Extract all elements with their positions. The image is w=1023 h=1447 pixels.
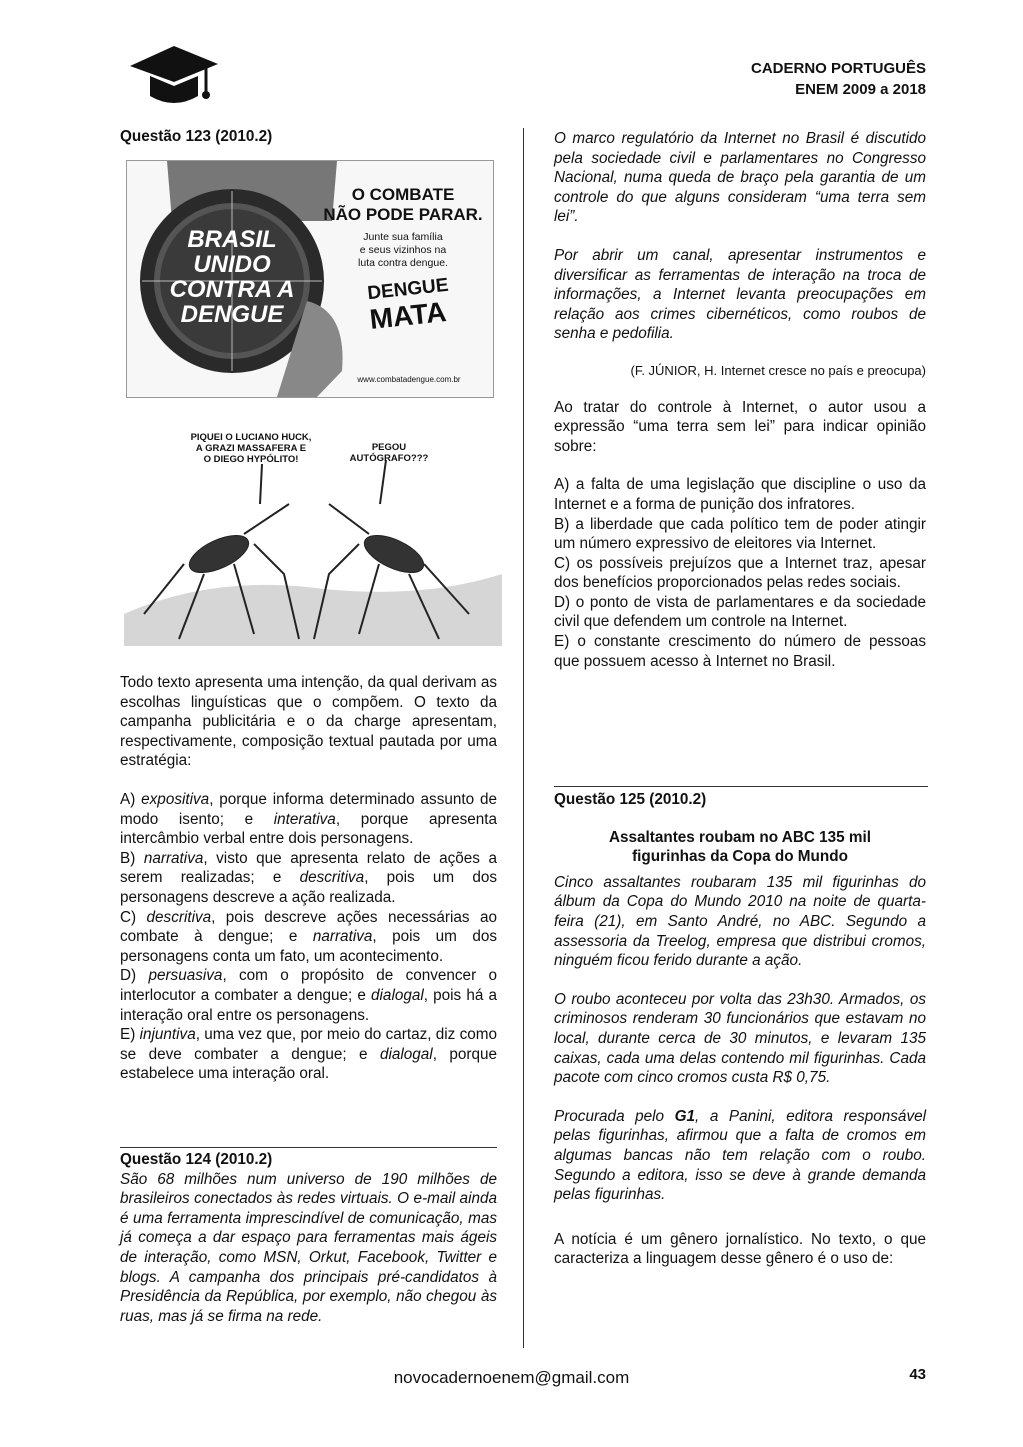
- cartoon-speech-line: O DIEGO HYPÓLITO!: [203, 454, 299, 465]
- poster-subtext: e seus vizinhos na: [359, 244, 447, 256]
- citation: (F. JÚNIOR, H. Internet cresce no país e preocupa): [630, 362, 926, 378]
- poster-headline: NÃO PODE PARAR.: [323, 205, 483, 224]
- poster-subtext: Junte sua família: [363, 231, 443, 243]
- question-124-statement: Ao tratar do controle à Internet, o autor usou a expressão “uma terra sem lei” para indicar opinião sobre:: [554, 398, 926, 455]
- news-headline: Assaltantes roubam no ABC 135 mil figurinhas da Copa do Mundo: [608, 828, 872, 866]
- page-number: 43: [909, 1366, 926, 1383]
- graduation-cap-icon: [128, 40, 220, 108]
- option-c: C) descritiva, pois descreve ações necessárias ao combate à dengue; e narrativa, pois um dos personagens conta um fato, um acontecimento.: [120, 908, 497, 965]
- cartoon-speech-line: PEGOU: [371, 442, 407, 453]
- cartoon-speech-line: AUTÓGRAFO???: [349, 453, 429, 464]
- option-a: A) expositiva, porque informa determinado assunto de modo isento; e interativa, porque apresenta intercâmbio verbal entre dois personagens.: [120, 790, 498, 848]
- question-125-title: Questão 125 (2010.2): [554, 791, 707, 808]
- footer-email: novocadernoenem@gmail.com: [393, 1368, 630, 1387]
- mosquito-cartoon: [124, 424, 502, 646]
- option-e: E) o constante crescimento do número de pessoas que possuem acesso à Internet no Brasil.: [554, 633, 926, 670]
- question-124-text: O marco regulatório da Internet no Brasil é discutido pela sociedade civil e parlamentares no Congresso Nacional, numa queda de braço pela garantia de um controle do que alguns consideram “uma terra sem lei”.: [554, 130, 926, 226]
- question-125-statement: A notícia é um gênero jornalístico. No texto, o que caracteriza a linguagem desse gênero é o uso de:: [554, 1230, 926, 1268]
- news-paragraph: O roubo aconteceu por volta das 23h30. Armados, os criminosos renderam 30 funcionários que estavam no local, durante cerca de 30 minutos, e levaram 135 caixas, cada uma delas contendo mil figurinhas. Cada pacote com cinco cromos custa R$ 0,75.: [554, 990, 926, 1087]
- news-paragraph: Procurada pelo G1, a Panini, editora responsável pelas figurinhas, afirmou que a falta de cromos em algumas bancas não tem relação com o roubo. Segundo a editora, isso se deve à grande demanda pelas figurinhas.: [554, 1107, 926, 1204]
- question-124-text: Por abrir um canal, apresentar instrumentos e diversificar as ferramentas de interação na troca de informações, a Internet levanta preocupações em relação aos crimes cibernéticos, como roubos de senha e pedofilia.: [554, 246, 926, 343]
- poster-headline: O COMBATE: [351, 185, 455, 204]
- poster-stamp-dengue: DENGUE: [366, 274, 450, 305]
- poster-subtext: luta contra dengue.: [358, 257, 448, 269]
- question-124-title: Questão 124 (2010.2): [120, 1151, 273, 1168]
- section-divider: [120, 1147, 497, 1148]
- option-b: B) narrativa, visto que apresenta relato de ações a serem realizadas; e descritiva, pois um dos personagens descreve a ação realizada.: [120, 849, 498, 906]
- header-subtitle: ENEM 2009 a 2018: [795, 81, 926, 98]
- column-divider: [523, 128, 524, 1348]
- cartoon-speech-line: PIQUEI O LUCIANO HUCK,: [190, 432, 312, 443]
- poster-badge-line: DENGUE: [180, 301, 284, 328]
- section-divider: [554, 786, 928, 787]
- option-b: B) a liberdade que cada político tem de poder atingir um número expressivo de eleitores via Internet.: [554, 515, 926, 553]
- header-title: CADERNO PORTUGUÊS: [750, 60, 926, 77]
- option-e: E) injuntiva, uma vez que, por meio do cartaz, diz como se deve combater a dengue; e dialogal, porque estabelece uma interação oral.: [120, 1026, 498, 1083]
- question-123-statement: Todo texto apresenta uma intenção, da qual derivam as escolhas linguísticas que o compõem. O texto da campanha publicitária e o da charge apresentam, respectivamente, composição textual pautada por uma estratégia:: [120, 674, 497, 770]
- poster-badge-line: CONTRA A: [169, 276, 295, 303]
- question-124-text: São 68 milhões num universo de 190 milhões de brasileiros conectados às redes virtuais. O e-mail ainda é uma ferramenta imprescindível de comunicação, mas já começa a dar espaço para ferramentas mais ágeis de interação, como MSN, Orkut, Facebook, Twitter e blogs. A campanha dos principais pré-candidatos à Presidência da República, por exemplo, não chegou às ruas, mas já se firma na rede.: [120, 1170, 497, 1325]
- document-header: [751, 58, 926, 100]
- news-paragraph: Cinco assaltantes roubaram 135 mil figurinhas do álbum da Copa do Mundo 2010 na noite de quarta-feira (21), em Santo André, no ABC. Segundo a assessoria da Treelog, empresa que distribui cromos, ninguém ficou ferido durante a ação.: [554, 873, 926, 970]
- poster-stamp-mata: MATA: [368, 296, 448, 335]
- question-123-title: Questão 123 (2010.2): [120, 128, 273, 145]
- dengue-campaign-poster: [126, 160, 494, 398]
- poster-badge-line: BRASIL: [187, 226, 277, 253]
- poster-badge-line: UNIDO: [193, 251, 271, 278]
- option-a: A) a falta de uma legislação que discipline o uso da Internet e a forma de punição dos infratores.: [554, 476, 926, 513]
- cartoon-speech-line: A GRAZI MASSAFERA E: [195, 443, 307, 454]
- poster-url: www.combatadengue.com.br: [357, 375, 461, 384]
- option-c: C) os possíveis prejuízos que a Internet traz, apesar dos benefícios proporcionados pelas redes sociais.: [554, 554, 926, 592]
- option-d: D) o ponto de vista de parlamentares e da sociedade civil que defendem um controle na Internet.: [554, 593, 926, 631]
- option-d: D) persuasiva, com o propósito de convencer o interlocutor a combater a dengue; e dialogal, pois há a interação oral entre os personagens.: [120, 967, 497, 1024]
